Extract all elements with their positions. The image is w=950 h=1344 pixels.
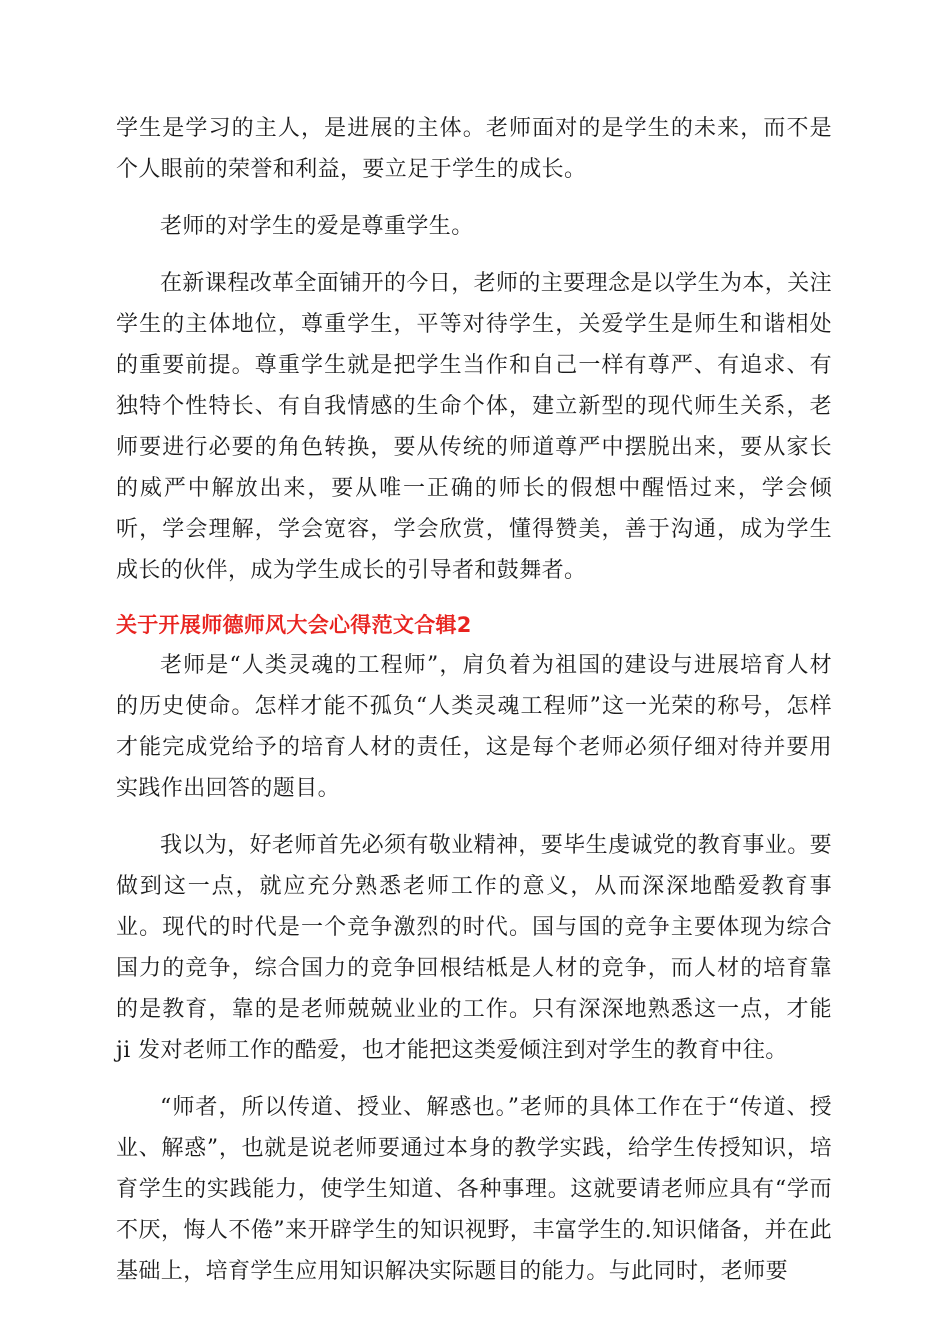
paragraph-new-curriculum: 在新课程改革全面铺开的今日，老师的主要理念是以学生为本，关注学生的主体地位，尊重学生，平等对待学生，关爱学生是师生和谐相处的重要前提。尊重学生就是把学生当作和自己一样有尊严、有追求、有独特个性特长、有自我情感的生命个体，建立新型的现代师生关系，老师要进行必要的角色转换，要从传统的师道尊严中摆脱出来，要从家长的威严中解放出来，要从唯一正确的师长的假想中醒悟过来，学会倾听，学会理解，学会宽容，学会欣赏，懂得赞美，善于沟通，成为学生成长的伙伴，成为学生成长的引导者和鼓舞者。 [116,271,833,583]
paragraph-dedication: 我以为，好老师首先必须有敬业精神，要毕生虔诚党的教育事业。要做到这一点，就应充分熟悉老师工作的意义，从而深深地酷爱教育事业。现代的时代是一个竞争激烈的时代。国与国的竞争主要体现为综合国力的竞争，综合国力的竞争回根结柢是人材的竞争，而人材的培育靠的是教育，靠的是老师兢兢业业的工作。只有深深地熟悉这一点，才能 ji 发对老师工作的酷爱，也才能把这类爱倾注到对学生的教育中往。 [116,833,833,1063]
paragraph-respect-students: 老师的对学生的爱是尊重学生。 [160,214,474,239]
section-heading: 关于开展师德师风大会心得范文合辑2 [116,613,472,637]
paragraph-soul-engineer: 老师是“人类灵魂的工程师”，肩负着为祖国的建设与进展培育人材的历史使命。怎样才能不孤负“人类灵魂工程师”这一光荣的称号，怎样才能完成党给予的培育人材的责任，这是每个老师必须仔细对待并要用实践作出回答的题目。 [116,653,832,801]
paragraph-continuation: 学生是学习的主人，是进展的主体。老师面对的是学生的未来，而不是个人眼前的荣誉和利益，要立足于学生的成长。 [116,116,832,182]
document-page [116,108,832,1292]
paragraph-teacher-duties: “师者，所以传道、授业、解惑也。”老师的具体工作在于“传道、授业、解惑”，也就是说老师要通过本身的教学实践，给学生传授知识，培育学生的实践能力，使学生知道、各种事理。这就要请老师应具有“学而不厌，悔人不倦”来开辟学生的知识视野，丰富学生的.知识储备，并在此基础上，培育学生应用知识解决实际题目的能力。与此同时，老师要 [116,1095,832,1284]
